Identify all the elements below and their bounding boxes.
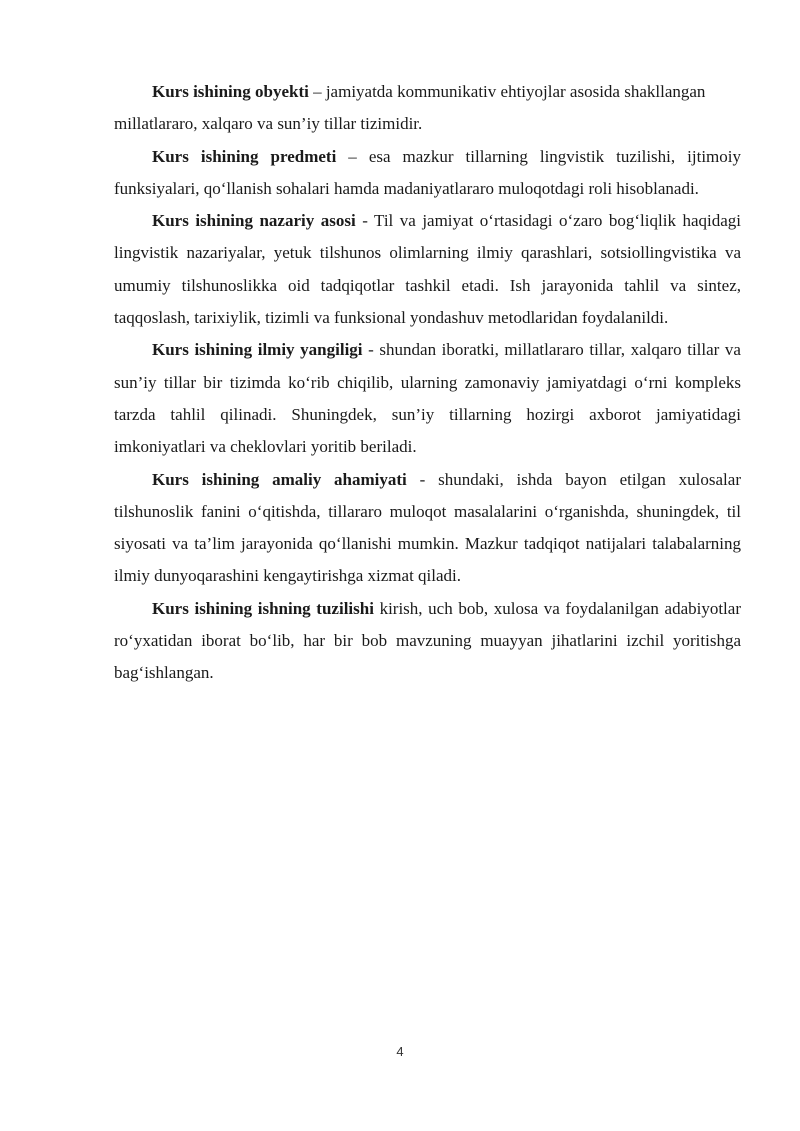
paragraph-structure-text: kirish, uch bob, xulosa va foydalanilgan adabiyotlar ro‘yxatidan iborat bo‘lib, har bir bob mavzuning muayyan jihatlarini izchil yoritishga bag‘ishlangan. [114,598,741,683]
paragraph-practical-significance-text: - shundaki, ishda bayon etilgan xulosalar tilshunoslik fanini o‘qitishda, tillararo muloqot masalalarini o‘rganishda, shuningdek, til siyosati va ta’lim jarayonida qo‘llanishi mumkin. Mazkur tadqiqot natijalari talabalarning ilmiy dunyoqarashini kengaytirishga xizmat qiladi. [114,469,741,586]
page-number: 4 [396,1044,404,1059]
term-scientific-novelty: Kurs ishining ilmiy yangiligi [152,340,363,360]
paragraph-object [114,76,741,141]
paragraph-scientific-novelty [114,334,741,463]
term-object: Kurs ishining obyekti [152,82,309,101]
term-structure: Kurs ishining ishning tuzilishi [152,598,374,618]
paragraph-subject-text: – esa mazkur tillarning lingvistik tuzilishi, ijtimoiy funksiyalari, qo‘llanish sohalari hamda madaniyatlararo muloqotdagi roli hisoblanadi. [114,146,741,198]
term-theoretical-basis: Kurs ishining nazariy asosi [152,211,356,231]
paragraph-structure [114,593,741,690]
paragraph-theoretical-basis [114,205,741,334]
paragraph-practical-significance [114,464,741,593]
term-practical-significance: Kurs ishining amaliy ahamiyati [152,469,407,489]
paragraph-object-text: – jamiyatda kommunikativ ehtiyojlar asosida shakllangan millatlararo, xalqaro va sun’iy tillar tizimidir. [114,82,706,134]
term-subject: Kurs ishining predmeti [152,146,337,166]
paragraph-scientific-novelty-text: - shundan iboratki, millatlararo tillar, xalqaro tillar va sun’iy tillar bir tizimda ko‘rib chiqilib, ularning zamonaviy jamiyatdagi o‘rni kompleks tarzda tahlil qilinadi. Shuningdek, sun’iy tillarning hozirgi axborot jamiyatidagi imkoniyatlari va cheklovlari yoritib beriladi. [114,340,741,457]
paragraph-theoretical-basis-text: - Til va jamiyat o‘rtasidagi o‘zaro bog‘liqlik haqidagi lingvistik nazariyalar, yetuk tilshunos olimlarning ilmiy qarashlari, sotsiollingvistika va umumiy tilshunoslikka oid tadqiqotlar tashkil etadi. Ish jarayonida tahlil va sintez, taqqoslash, tarixiylik, tizimli va funksional yondashuv metodlaridan foydalanildi. [114,211,741,328]
paragraph-subject [114,141,741,206]
document-body [114,76,741,690]
